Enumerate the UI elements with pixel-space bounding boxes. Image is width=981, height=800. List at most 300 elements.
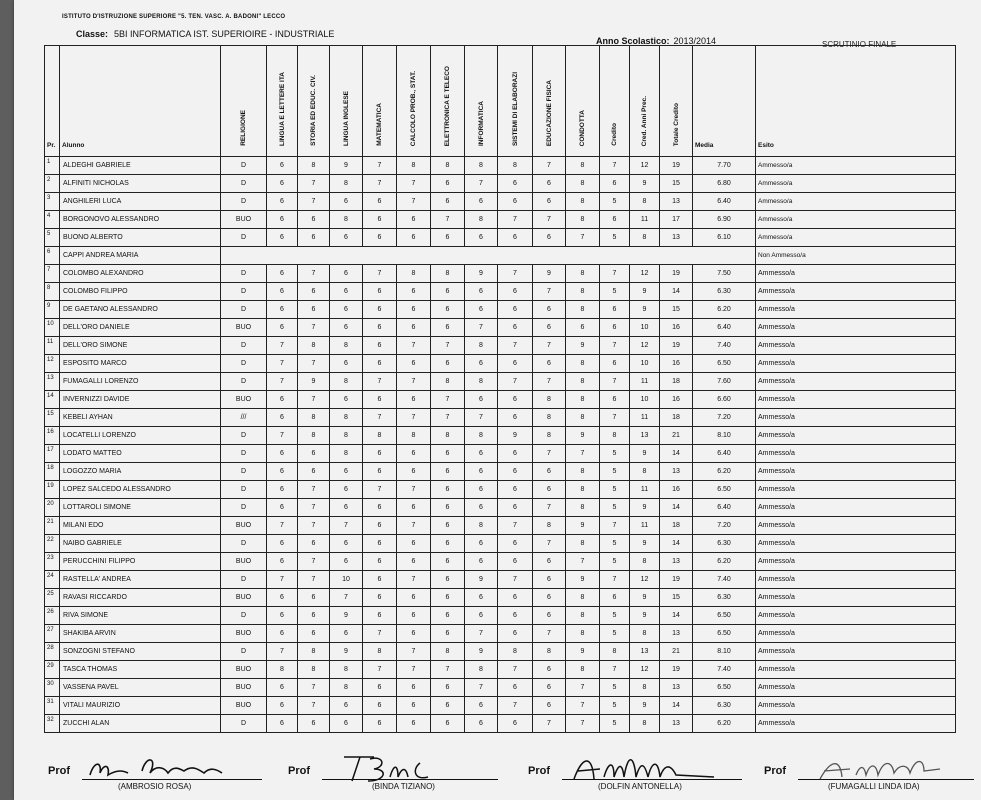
row-number: 23: [45, 553, 60, 571]
grade-cell: 7: [267, 373, 298, 391]
grade-cell: [533, 247, 566, 265]
grade-cell: 7: [267, 643, 298, 661]
media-cell: 6.40: [693, 319, 756, 337]
grade-cell: 6: [533, 589, 566, 607]
grade-cell: 6: [465, 697, 498, 715]
grade-cell: 14: [660, 697, 693, 715]
grade-cell: 6: [533, 229, 566, 247]
row-number: 31: [45, 697, 60, 715]
grade-cell: BUO: [221, 625, 267, 643]
header-subject: SISTEMI DI ELABORAZI: [498, 46, 533, 157]
grade-cell: 6: [330, 499, 363, 517]
grade-cell: D: [221, 643, 267, 661]
table-header-row: [45, 46, 956, 157]
grade-cell: 5: [600, 463, 630, 481]
grade-cell: 6: [267, 697, 298, 715]
grade-cell: 8: [600, 643, 630, 661]
class-value: 5BI INFORMATICA IST. SUPERIOIRE - INDUSTRIALE: [114, 29, 335, 39]
grade-cell: 9: [330, 643, 363, 661]
grade-cell: 7: [397, 517, 431, 535]
grade-cell: 8: [431, 427, 465, 445]
esito-cell: Ammesso/a: [756, 679, 956, 697]
grade-cell: 6: [267, 175, 298, 193]
grade-cell: 7: [363, 175, 397, 193]
grade-cell: 6: [431, 607, 465, 625]
school-name: ISTITUTO D'ISTRUZIONE SUPERIORE "5. TEN. VASC. A. BADONI" LECCO: [62, 14, 286, 20]
grade-cell: 8: [630, 715, 660, 733]
grade-cell: 7: [431, 409, 465, 427]
grade-cell: 6: [298, 301, 330, 319]
table-row: [45, 409, 956, 427]
grade-cell: 6: [498, 355, 533, 373]
grade-cell: 8: [498, 643, 533, 661]
grade-cell: 8: [566, 175, 600, 193]
grade-cell: 6: [363, 391, 397, 409]
grade-cell: 7: [298, 193, 330, 211]
row-number: 20: [45, 499, 60, 517]
handwritten-signature: [564, 751, 734, 785]
grade-cell: 6: [533, 193, 566, 211]
grade-cell: D: [221, 193, 267, 211]
table-row: [45, 553, 956, 571]
esito-cell: Ammesso/a: [756, 283, 956, 301]
grade-cell: 6: [431, 445, 465, 463]
grade-cell: D: [221, 373, 267, 391]
grade-cell: 9: [566, 337, 600, 355]
grade-cell: 6: [566, 319, 600, 337]
grade-cell: 7: [566, 553, 600, 571]
grade-cell: 6: [363, 553, 397, 571]
grade-cell: 7: [298, 265, 330, 283]
grade-cell: D: [221, 571, 267, 589]
grade-cell: 7: [465, 625, 498, 643]
grade-cell: [363, 247, 397, 265]
grade-cell: 6: [267, 283, 298, 301]
grade-cell: 8: [397, 157, 431, 175]
grade-cell: 7: [498, 373, 533, 391]
table-row: [45, 283, 956, 301]
grade-cell: 6: [363, 463, 397, 481]
grade-cell: 6: [363, 679, 397, 697]
grade-cell: 6: [498, 499, 533, 517]
grade-cell: 6: [498, 535, 533, 553]
grade-cell: 18: [660, 517, 693, 535]
grade-cell: 6: [498, 481, 533, 499]
grade-cell: 6: [431, 229, 465, 247]
media-cell: 7.40: [693, 661, 756, 679]
table-row: [45, 337, 956, 355]
grade-cell: 6: [397, 211, 431, 229]
header-subject: INFORMATICA: [465, 46, 498, 157]
grade-cell: 6: [298, 283, 330, 301]
header-subject: Totale Credito: [660, 46, 693, 157]
grade-cell: 6: [363, 283, 397, 301]
grade-cell: 19: [660, 661, 693, 679]
grade-cell: D: [221, 481, 267, 499]
table-row: [45, 157, 956, 175]
grade-cell: 7: [431, 337, 465, 355]
grade-cell: 6: [533, 679, 566, 697]
header-subject: Cred. Anni Prec.: [630, 46, 660, 157]
grade-cell: 8: [330, 337, 363, 355]
grade-cell: BUO: [221, 211, 267, 229]
row-number: 12: [45, 355, 60, 373]
grade-cell: 5: [600, 679, 630, 697]
student-name: KEBELI AYHAN: [60, 409, 221, 427]
grade-cell: 7: [498, 571, 533, 589]
grade-cell: 6: [363, 211, 397, 229]
grade-cell: 6: [465, 715, 498, 733]
media-cell: 6.50: [693, 355, 756, 373]
media-cell: 6.30: [693, 535, 756, 553]
grade-cell: 13: [630, 643, 660, 661]
grade-cell: 8: [600, 427, 630, 445]
student-name: COLOMBO FILIPPO: [60, 283, 221, 301]
grade-cell: 8: [298, 337, 330, 355]
grade-cell: 6: [465, 499, 498, 517]
grade-cell: 7: [600, 517, 630, 535]
grade-cell: 8: [431, 643, 465, 661]
grade-cell: 6: [431, 697, 465, 715]
grade-cell: D: [221, 535, 267, 553]
grade-cell: 7: [533, 499, 566, 517]
table-row: [45, 715, 956, 733]
grade-cell: 6: [397, 319, 431, 337]
grade-cell: 7: [363, 625, 397, 643]
grade-cell: 6: [298, 607, 330, 625]
prof-name: (AMBROSIO ROSA): [118, 782, 192, 791]
table-row: [45, 319, 956, 337]
row-number: 30: [45, 679, 60, 697]
grade-cell: 7: [465, 679, 498, 697]
grade-cell: D: [221, 427, 267, 445]
grade-cell: D: [221, 175, 267, 193]
grade-cell: 9: [330, 157, 363, 175]
grade-cell: 6: [397, 625, 431, 643]
grade-cell: 6: [298, 715, 330, 733]
grade-cell: 7: [498, 661, 533, 679]
grade-cell: 8: [298, 157, 330, 175]
grade-cell: 13: [660, 193, 693, 211]
grade-cell: 6: [397, 607, 431, 625]
grade-cell: 16: [660, 391, 693, 409]
grade-cell: 8: [566, 589, 600, 607]
grade-cell: 13: [630, 427, 660, 445]
grade-cell: 8: [431, 265, 465, 283]
table-row: [45, 481, 956, 499]
grade-cell: 8: [533, 391, 566, 409]
grade-cell: 12: [630, 661, 660, 679]
header-esito: Esito: [756, 46, 956, 157]
grade-cell: D: [221, 499, 267, 517]
grade-cell: 5: [600, 283, 630, 301]
grade-cell: 6: [498, 589, 533, 607]
grade-cell: 14: [660, 499, 693, 517]
media-cell: 6.20: [693, 715, 756, 733]
row-number: 17: [45, 445, 60, 463]
esito-cell: Ammesso/a: [756, 589, 956, 607]
grade-cell: 15: [660, 589, 693, 607]
table-row: [45, 679, 956, 697]
grade-cell: 7: [600, 337, 630, 355]
header-subject: STORIA ED EDUC. CIV.: [298, 46, 330, 157]
grade-cell: 8: [630, 679, 660, 697]
grade-cell: 8: [566, 265, 600, 283]
esito-cell: Ammesso/a: [756, 499, 956, 517]
grade-cell: 8: [465, 211, 498, 229]
grade-cell: 7: [298, 679, 330, 697]
grade-cell: 12: [630, 157, 660, 175]
grade-cell: 7: [397, 481, 431, 499]
media-cell: 6.50: [693, 679, 756, 697]
grade-cell: 6: [298, 535, 330, 553]
student-name: ESPOSITO MARCO: [60, 355, 221, 373]
table-row: [45, 625, 956, 643]
row-number: 19: [45, 481, 60, 499]
esito-cell: Ammesso/a: [756, 517, 956, 535]
grade-cell: [221, 247, 267, 265]
grade-cell: 7: [363, 265, 397, 283]
grade-cell: 9: [330, 607, 363, 625]
grade-cell: 6: [465, 445, 498, 463]
grade-cell: 6: [498, 409, 533, 427]
table-row: [45, 445, 956, 463]
grade-cell: 6: [431, 355, 465, 373]
table-row: [45, 589, 956, 607]
student-name: LOCATELLI LORENZO: [60, 427, 221, 445]
grade-cell: 6: [533, 661, 566, 679]
grade-cell: 15: [660, 301, 693, 319]
media-cell: 7.20: [693, 517, 756, 535]
grade-cell: 8: [397, 265, 431, 283]
esito-cell: Ammesso/a: [756, 157, 956, 175]
grade-cell: 9: [498, 427, 533, 445]
school-year-label: Anno Scolastico:: [596, 36, 670, 46]
handwritten-signature: [324, 751, 484, 785]
esito-cell: Ammesso/a: [756, 697, 956, 715]
grade-cell: 8: [465, 373, 498, 391]
header-subject: LINGUA E LETTERE ITA: [267, 46, 298, 157]
grade-cell: 8: [330, 175, 363, 193]
grade-cell: 6: [363, 229, 397, 247]
grade-cell: 21: [660, 427, 693, 445]
prof-label: Prof: [288, 765, 310, 777]
grade-cell: BUO: [221, 391, 267, 409]
grade-cell: 6: [397, 391, 431, 409]
grade-cell: 8: [298, 643, 330, 661]
grade-cell: 7: [298, 697, 330, 715]
media-cell: 6.40: [693, 499, 756, 517]
grade-cell: 8: [566, 391, 600, 409]
grade-cell: 11: [630, 481, 660, 499]
student-name: PERUCCHINI FILIPPO: [60, 553, 221, 571]
grade-cell: D: [221, 229, 267, 247]
grade-cell: 7: [600, 373, 630, 391]
grade-cell: 6: [600, 319, 630, 337]
grade-cell: 6: [298, 589, 330, 607]
student-name: LOPEZ SALCEDO ALESSANDRO: [60, 481, 221, 499]
grade-cell: 9: [630, 607, 660, 625]
grade-cell: 6: [533, 175, 566, 193]
grade-cell: [600, 247, 630, 265]
grade-cell: 7: [298, 175, 330, 193]
header-subject: Credito: [600, 46, 630, 157]
table-row: [45, 391, 956, 409]
esito-cell: Ammesso/a: [756, 175, 956, 193]
grade-cell: 6: [431, 625, 465, 643]
signature-block: [528, 757, 748, 797]
media-cell: 6.50: [693, 481, 756, 499]
grade-cell: 9: [566, 427, 600, 445]
row-number: 27: [45, 625, 60, 643]
grade-cell: [298, 247, 330, 265]
esito-cell: Ammesso/a: [756, 337, 956, 355]
grade-cell: 6: [330, 715, 363, 733]
media-cell: 6.40: [693, 193, 756, 211]
grade-cell: 6: [298, 463, 330, 481]
grade-cell: 6: [533, 301, 566, 319]
table-row: [45, 175, 956, 193]
grade-cell: 5: [600, 553, 630, 571]
grade-cell: 6: [465, 553, 498, 571]
grade-cell: 9: [465, 265, 498, 283]
grade-cell: 5: [600, 607, 630, 625]
grade-cell: 6: [363, 355, 397, 373]
class-label: Classe:: [76, 29, 109, 39]
grade-cell: 6: [330, 553, 363, 571]
esito-cell: Ammesso/a: [756, 319, 956, 337]
grade-cell: 6: [431, 571, 465, 589]
grade-cell: 6: [397, 697, 431, 715]
media-cell: 6.50: [693, 625, 756, 643]
grade-cell: 8: [533, 409, 566, 427]
grade-cell: 5: [600, 445, 630, 463]
grade-cell: 7: [431, 211, 465, 229]
grade-cell: 8: [465, 517, 498, 535]
grade-cell: D: [221, 265, 267, 283]
esito-cell: Ammesso/a: [756, 445, 956, 463]
grade-cell: 9: [630, 301, 660, 319]
grade-cell: 6: [397, 301, 431, 319]
grade-cell: 12: [630, 571, 660, 589]
student-name: RAVASI RICCARDO: [60, 589, 221, 607]
grade-cell: 8: [566, 301, 600, 319]
grade-cell: 7: [330, 517, 363, 535]
student-name: CAPPI ANDREA MARIA: [60, 247, 221, 265]
grade-cell: 6: [533, 553, 566, 571]
row-number: 29: [45, 661, 60, 679]
grade-cell: 6: [397, 445, 431, 463]
grade-cell: 6: [465, 535, 498, 553]
grade-cell: 7: [397, 643, 431, 661]
grade-cell: 8: [330, 445, 363, 463]
grade-cell: 5: [600, 481, 630, 499]
esito-cell: Ammesso/a: [756, 409, 956, 427]
grade-cell: 16: [660, 481, 693, 499]
table-row: [45, 373, 956, 391]
grade-cell: 6: [267, 319, 298, 337]
grade-cell: 7: [330, 589, 363, 607]
grade-cell: 9: [566, 643, 600, 661]
prof-label: Prof: [764, 765, 786, 777]
grade-cell: 6: [363, 193, 397, 211]
prof-name: (FUMAGALLI LINDA IDA): [828, 782, 920, 791]
row-number: 6: [45, 247, 60, 265]
grade-cell: 13: [660, 679, 693, 697]
esito-cell: Ammesso/a: [756, 661, 956, 679]
esito-cell: Non Ammesso/a: [756, 247, 956, 265]
table-row: [45, 661, 956, 679]
grade-cell: 7: [566, 697, 600, 715]
esito-cell: Ammesso/a: [756, 625, 956, 643]
grade-cell: 7: [533, 715, 566, 733]
row-number: 8: [45, 283, 60, 301]
grade-cell: 7: [267, 517, 298, 535]
grade-cell: 6: [397, 283, 431, 301]
grade-cell: 6: [431, 589, 465, 607]
grade-cell: 7: [498, 517, 533, 535]
grade-cell: 6: [397, 589, 431, 607]
row-number: 2: [45, 175, 60, 193]
esito-cell: Ammesso/a: [756, 607, 956, 625]
grade-cell: 8: [465, 661, 498, 679]
table-row: [45, 517, 956, 535]
grade-cell: 7: [465, 409, 498, 427]
media-cell: 8.10: [693, 643, 756, 661]
grade-cell: 6: [330, 355, 363, 373]
esito-cell: Ammesso/a: [756, 355, 956, 373]
student-name: ANGHILERI LUCA: [60, 193, 221, 211]
grade-cell: 6: [330, 625, 363, 643]
grade-cell: 8: [465, 157, 498, 175]
grade-cell: 7: [498, 337, 533, 355]
grade-cell: 6: [397, 463, 431, 481]
grade-cell: 19: [660, 337, 693, 355]
grade-cell: 7: [533, 625, 566, 643]
grade-cell: 6: [465, 481, 498, 499]
grade-cell: 8: [330, 661, 363, 679]
row-number: 16: [45, 427, 60, 445]
grade-cell: 7: [397, 409, 431, 427]
grade-cell: 6: [330, 301, 363, 319]
grade-cell: BUO: [221, 679, 267, 697]
row-number: 3: [45, 193, 60, 211]
grade-cell: 5: [600, 229, 630, 247]
header-subject: RELIGIONE: [221, 46, 267, 157]
grade-cell: 6: [498, 175, 533, 193]
grade-cell: 8: [566, 625, 600, 643]
header-subject: CONDOTTA: [566, 46, 600, 157]
grade-cell: 6: [498, 679, 533, 697]
grade-cell: 6: [267, 679, 298, 697]
grade-cell: 8: [363, 427, 397, 445]
grade-cell: 6: [533, 697, 566, 715]
grade-cell: 6: [600, 301, 630, 319]
grade-cell: 16: [660, 355, 693, 373]
grade-cell: 8: [533, 427, 566, 445]
grade-cell: 6: [533, 355, 566, 373]
grade-cell: 7: [533, 535, 566, 553]
grade-cell: 7: [465, 175, 498, 193]
grade-cell: 6: [330, 265, 363, 283]
grade-cell: 7: [363, 661, 397, 679]
grade-cell: ///: [221, 409, 267, 427]
media-cell: 7.50: [693, 265, 756, 283]
grade-cell: 13: [660, 553, 693, 571]
grade-cell: 6: [298, 625, 330, 643]
grade-cell: 6: [363, 499, 397, 517]
row-number: 11: [45, 337, 60, 355]
